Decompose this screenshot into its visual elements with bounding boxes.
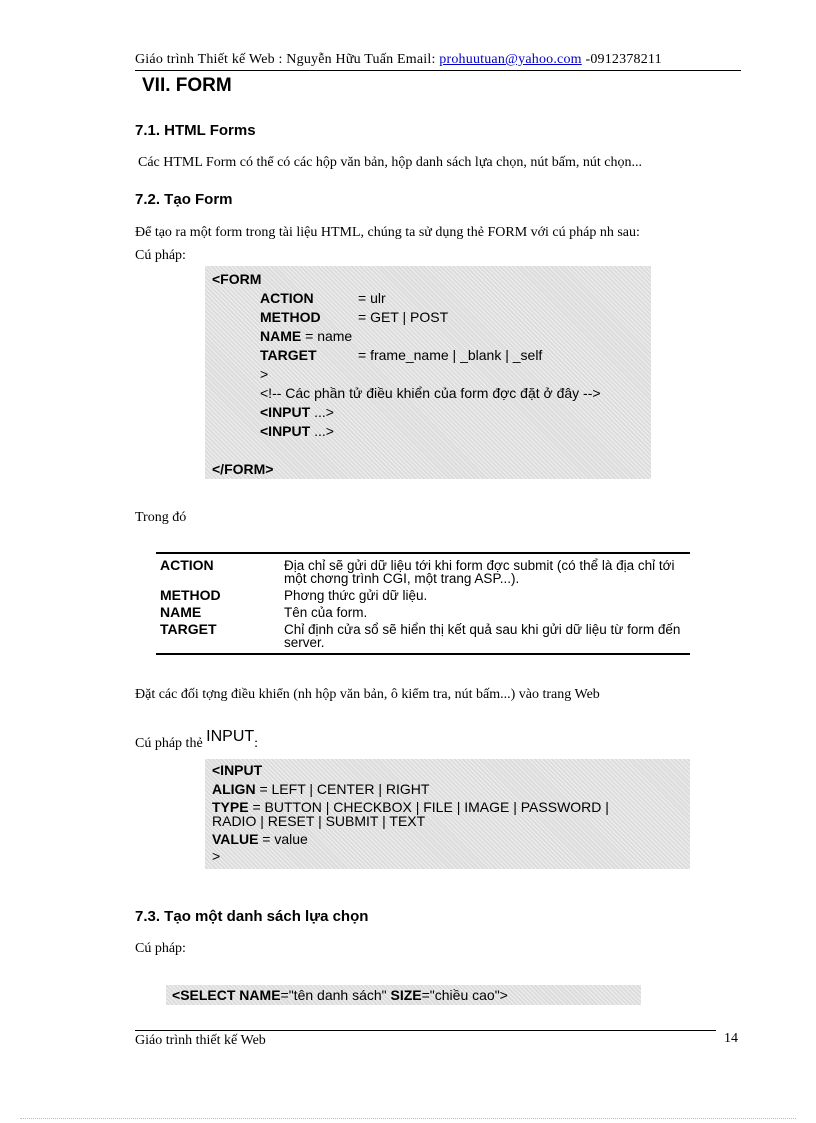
syntax-label: Cú pháp:	[135, 248, 186, 263]
paragraph-7-1: Các HTML Form có thể có các hộp văn bản, hộp danh sách lựa chọn, nút bấm, nút chọn...	[138, 155, 642, 170]
code-line: TARGET = frame_name | _blank | _self	[260, 347, 543, 363]
heading-7-2: 7.2. Tạo Form	[135, 191, 233, 208]
code-line: METHOD = GET | POST	[260, 309, 449, 325]
code-line: >	[212, 848, 221, 864]
header-rule	[135, 70, 741, 71]
code-blank-line	[212, 441, 651, 460]
where-label: Trong đó	[135, 510, 187, 525]
code-line: <SELECT NAME="tên danh sách" SIZE="chiều cao">	[172, 987, 508, 1003]
page-header	[135, 52, 662, 68]
heading-7-3: 7.3. Tạo một danh sách lựa chọn	[135, 908, 369, 925]
table-row	[156, 604, 690, 621]
def-desc: Địa chỉ sẽ gửi dữ liệu tới khi form đợc submit (có thể là địa chỉ tới một chơng trình CGI, một trang ASP...).	[284, 558, 675, 586]
def-desc: Tên của form.	[284, 605, 368, 620]
form-code-block	[205, 266, 651, 479]
code-line: <INPUT	[212, 762, 263, 778]
def-key: TARGET	[160, 621, 217, 637]
def-key: NAME	[160, 604, 202, 620]
header-title: Giáo trình Thiết kế Web : Nguyễn Hữu Tuấn Email:	[135, 52, 440, 67]
code-line: TYPE = BUTTON | CHECKBOX | FILE | IMAGE | PASSWORD |	[212, 799, 609, 815]
code-line: <!-- Các phần tử điều khiển của form đợc đặt ở đây -->	[260, 385, 601, 401]
footer-title: Giáo trình thiết kế Web	[135, 1033, 266, 1048]
table-row	[156, 621, 690, 654]
paragraph-7-2-intro: Để tạo ra một form trong tài liệu HTML, chúng ta sử dụng thẻ FORM với cú pháp nh sau:	[135, 225, 640, 240]
header-phone: -0912378211	[581, 52, 662, 67]
code-line: VALUE = value	[212, 831, 308, 847]
footer-rule	[135, 1030, 716, 1031]
def-desc: Phơng thức gửi dữ liệu.	[284, 588, 428, 603]
page-number: 14	[724, 1031, 738, 1046]
code-line: ALIGN = LEFT | CENTER | RIGHT	[212, 781, 430, 797]
table-row	[156, 587, 690, 604]
def-desc: Chỉ định cửa sổ sẽ hiển thị kết quả sau khi gửi dữ liệu từ form đến server.	[284, 622, 681, 650]
def-key: ACTION	[160, 557, 214, 573]
page-edge-divider	[20, 1118, 796, 1119]
heading-7-1: 7.1. HTML Forms	[135, 122, 256, 139]
code-line: <INPUT ...>	[260, 423, 334, 439]
input-code-block	[205, 759, 690, 869]
code-line: <INPUT ...>	[260, 404, 334, 420]
code-line: NAME = name	[260, 328, 353, 344]
definitions-table	[156, 552, 690, 655]
input-tag-label: INPUT	[206, 728, 255, 745]
code-line: </FORM>	[212, 461, 274, 477]
def-key: METHOD	[160, 587, 221, 603]
email-link[interactable]: prohuutuan@yahoo.com	[439, 52, 582, 67]
section-title: VII. FORM	[142, 75, 232, 96]
code-line: <FORM	[212, 271, 262, 287]
code-line: ACTION = ulr	[260, 290, 386, 306]
code-line: >	[260, 366, 269, 382]
table-row	[156, 553, 690, 587]
select-code-block	[166, 985, 641, 1005]
syntax-label-7-3: Cú pháp:	[135, 941, 186, 956]
input-syntax-label: Cú pháp thẻ INPUT:	[135, 728, 259, 751]
code-line: RADIO | RESET | SUBMIT | TEXT	[212, 813, 426, 829]
place-controls-text: Đặt các đối tợng điều khiển (nh hộp văn bản, ô kiểm tra, nút bấm...) vào trang Web	[135, 687, 600, 702]
